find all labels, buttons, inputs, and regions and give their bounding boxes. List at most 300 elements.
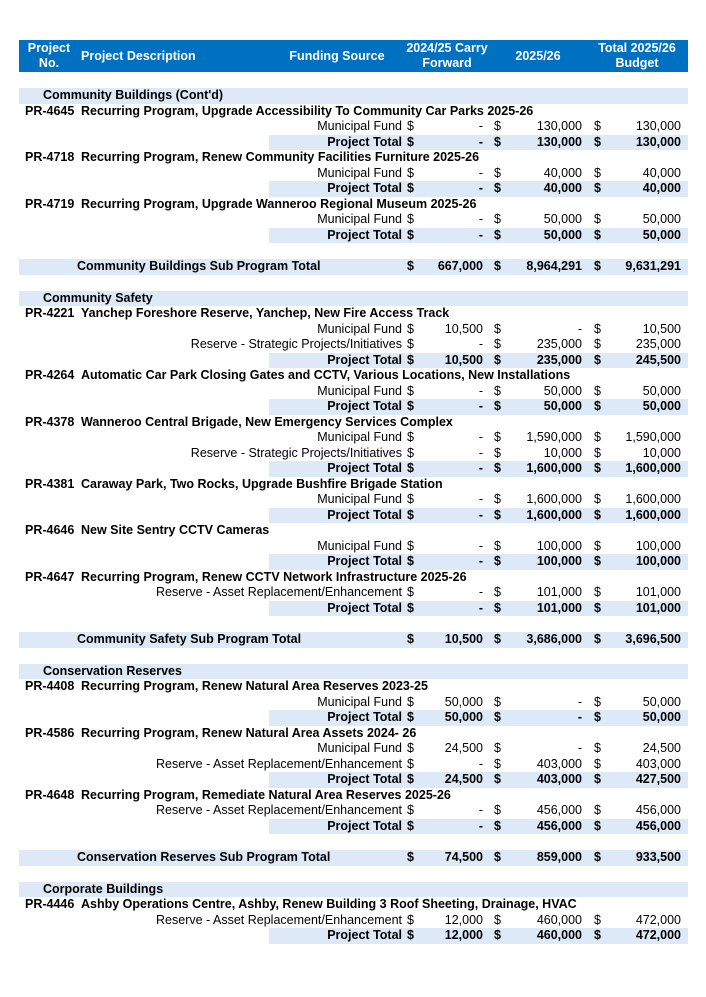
value-cf: - (478, 212, 483, 226)
value-d2: $ (494, 259, 501, 273)
value-d1: $ (407, 134, 414, 149)
value-d3: $ (594, 212, 601, 226)
value-tot: 50,000 (642, 212, 681, 226)
value-cf: - (478, 756, 483, 771)
funding-source: Municipal Fund (317, 694, 402, 709)
header-year: 2025/26 (515, 49, 561, 63)
value-tot: 24,500 (642, 741, 681, 755)
project-total-row (19, 508, 688, 524)
value-d2: $ (494, 119, 501, 133)
value-tot: 100,000 (635, 538, 681, 553)
value-d2: $ (494, 772, 501, 786)
value-d1: $ (407, 119, 414, 133)
project-description: Recurring Program, Remediate Natural Area Reserves 2025-26 (81, 787, 451, 802)
value-d1: $ (407, 492, 414, 506)
value-d3: $ (594, 430, 601, 444)
value-d1: $ (407, 430, 414, 444)
project-description: Recurring Program, Upgrade Accessibility To Community Car Parks 2025-26 (81, 103, 534, 118)
project-code: PR-4647 (25, 569, 75, 584)
subprogram-total-row (19, 259, 688, 275)
value-d1: $ (407, 352, 414, 367)
spacer-row (19, 866, 688, 882)
value-tot: 9,631,291 (625, 259, 681, 273)
value-cf: 10,500 (444, 321, 483, 336)
value-tot: 50,000 (642, 227, 681, 242)
funding-source: Municipal Fund (317, 212, 402, 226)
value-d2: $ (494, 585, 501, 599)
funding-source: Reserve - Asset Replacement/Enhancement (156, 756, 402, 771)
value-d2: $ (494, 818, 501, 833)
funding-source: Municipal Fund (317, 741, 402, 755)
project-code: PR-4719 (25, 196, 75, 211)
value-cf: - (478, 165, 483, 180)
value-tot: 472,000 (635, 912, 681, 927)
value-d2: $ (494, 538, 501, 553)
funding-row (19, 803, 688, 819)
project-code: PR-4648 (25, 787, 75, 802)
value-d1: $ (407, 772, 414, 786)
value-d1: $ (407, 227, 414, 242)
funding-source: Reserve - Strategic Projects/Initiatives (190, 445, 402, 460)
value-d1: $ (407, 803, 414, 817)
project-description: Recurring Program, Renew CCTV Network Infrastructure 2025-26 (81, 569, 467, 584)
funding-source: Municipal Fund (317, 165, 402, 180)
project-description: Automatic Car Park Closing Gates and CCTV, Various Locations, New Installations (81, 368, 571, 382)
subprogram-total-label: Conservation Reserves Sub Program Total (77, 850, 331, 864)
project-code: PR-4645 (25, 103, 75, 118)
value-d3: $ (594, 585, 601, 599)
value-d1: $ (407, 399, 414, 413)
project-description: Caraway Park, Two Rocks, Upgrade Bushfire Brigade Station (81, 476, 443, 491)
value-d2: $ (494, 445, 501, 460)
value-d2: $ (494, 461, 501, 475)
value-tot: 100,000 (635, 554, 681, 568)
value-cf: - (478, 803, 483, 817)
project-total-row (19, 353, 688, 369)
table-body (19, 72, 688, 944)
value-d1: $ (407, 928, 414, 942)
project-total-row (19, 181, 688, 197)
value-yr: 10,000 (543, 445, 582, 460)
value-d2: $ (494, 492, 501, 506)
value-yr: 101,000 (536, 600, 582, 615)
funding-source: Reserve - Asset Replacement/Enhancement (156, 912, 402, 927)
category-row (19, 88, 688, 104)
value-cf: - (478, 430, 483, 444)
project-total-row (19, 772, 688, 788)
value-d2: $ (494, 134, 501, 149)
value-d1: $ (407, 321, 414, 336)
value-yr: 50,000 (543, 383, 582, 398)
value-cf: 24,500 (444, 741, 483, 755)
project-total-row (19, 554, 688, 570)
value-tot: 50,000 (642, 383, 681, 398)
value-tot: 3,696,500 (625, 632, 681, 646)
value-tot: 472,000 (635, 928, 681, 942)
value-cf: - (478, 554, 483, 568)
funding-source: Municipal Fund (317, 321, 402, 336)
value-d2: $ (494, 554, 501, 568)
value-yr: 40,000 (543, 165, 582, 180)
project-total-row (19, 710, 688, 726)
funding-row (19, 119, 688, 135)
value-d2: $ (494, 227, 501, 242)
value-d3: $ (594, 538, 601, 553)
value-yr: 1,590,000 (526, 430, 582, 444)
project-code: PR-4381 (25, 476, 75, 491)
funding-source: Reserve - Asset Replacement/Enhancement (156, 803, 402, 817)
value-d2: $ (494, 741, 501, 755)
value-d2: $ (494, 352, 501, 367)
project-total-label: Project Total (327, 461, 402, 475)
value-d3: $ (594, 632, 601, 646)
value-cf: - (478, 507, 483, 522)
value-d1: $ (407, 818, 414, 833)
funding-row (19, 322, 688, 338)
value-cf: - (478, 492, 483, 506)
value-d1: $ (407, 694, 414, 709)
value-tot: 40,000 (642, 165, 681, 180)
header-description: Project Description (81, 49, 196, 63)
value-yr: - (577, 321, 582, 336)
project-code: PR-4408 (25, 679, 75, 693)
project-total-label: Project Total (327, 928, 402, 942)
spacer-row (19, 616, 688, 632)
value-d3: $ (594, 554, 601, 568)
value-yr: 1,600,000 (526, 507, 582, 522)
value-tot: 10,000 (642, 445, 681, 460)
value-yr: - (577, 694, 582, 709)
value-cf: - (478, 119, 483, 133)
project-total-label: Project Total (327, 227, 402, 242)
value-d3: $ (594, 119, 601, 133)
value-d3: $ (594, 850, 601, 864)
project-row (19, 104, 688, 120)
funding-source: Municipal Fund (317, 492, 402, 506)
value-d3: $ (594, 383, 601, 398)
value-d1: $ (407, 850, 414, 864)
value-tot: 50,000 (642, 694, 681, 709)
value-cf: 50,000 (444, 710, 483, 724)
category-label: Community Buildings (Cont'd) (43, 88, 224, 102)
project-description: New Site Sentry CCTV Cameras (81, 523, 270, 537)
project-row (19, 368, 688, 384)
value-d1: $ (407, 554, 414, 568)
project-total-label: Project Total (327, 352, 402, 367)
value-d1: $ (407, 538, 414, 553)
spacer-row (19, 275, 688, 291)
value-d1: $ (407, 741, 414, 755)
value-yr: 130,000 (536, 134, 582, 149)
value-d2: $ (494, 430, 501, 444)
funding-row (19, 695, 688, 711)
value-yr: 456,000 (536, 818, 582, 833)
value-cf: - (478, 227, 483, 242)
value-d1: $ (407, 710, 414, 724)
value-tot: 101,000 (635, 585, 681, 599)
value-tot: 403,000 (635, 756, 681, 771)
project-row (19, 306, 688, 322)
project-total-label: Project Total (327, 507, 402, 522)
value-d2: $ (494, 383, 501, 398)
value-d2: $ (494, 912, 501, 927)
project-total-label: Project Total (327, 554, 402, 568)
value-d2: $ (494, 181, 501, 195)
value-tot: 456,000 (635, 818, 681, 833)
value-d1: $ (407, 259, 414, 273)
value-d3: $ (594, 399, 601, 413)
category-label: Conservation Reserves (43, 663, 182, 678)
value-yr: 50,000 (543, 212, 582, 226)
value-d2: $ (494, 710, 501, 724)
value-d3: $ (594, 492, 601, 506)
value-d3: $ (594, 818, 601, 833)
value-d3: $ (594, 165, 601, 180)
funding-source: Municipal Fund (317, 383, 402, 398)
project-total-label: Project Total (327, 399, 402, 413)
value-d3: $ (594, 227, 601, 242)
funding-source: Municipal Fund (317, 430, 402, 444)
value-d2: $ (494, 803, 501, 817)
project-code: PR-4646 (25, 523, 75, 537)
value-d3: $ (594, 694, 601, 709)
value-d3: $ (594, 756, 601, 771)
value-yr: 1,600,000 (526, 461, 582, 475)
project-row (19, 150, 688, 166)
value-cf: 24,500 (444, 772, 483, 786)
value-yr: 130,000 (536, 119, 582, 133)
project-row (19, 570, 688, 586)
value-d3: $ (594, 507, 601, 522)
project-code: PR-4586 (25, 725, 75, 740)
value-d3: $ (594, 928, 601, 942)
project-row (19, 197, 688, 213)
project-row (19, 679, 688, 695)
value-d1: $ (407, 165, 414, 180)
value-d1: $ (407, 461, 414, 475)
value-d2: $ (494, 212, 501, 226)
value-tot: 50,000 (642, 710, 681, 724)
value-d1: $ (407, 632, 414, 646)
value-d1: $ (407, 507, 414, 522)
category-label: Community Safety (43, 290, 153, 305)
value-tot: 245,500 (635, 352, 681, 367)
funding-row (19, 757, 688, 773)
value-cf: - (478, 399, 483, 413)
value-yr: 460,000 (536, 912, 582, 927)
value-yr: 403,000 (536, 772, 582, 786)
value-d3: $ (594, 710, 601, 724)
value-d2: $ (494, 850, 501, 864)
value-cf: 10,500 (444, 352, 483, 367)
value-d3: $ (594, 321, 601, 336)
project-description: Yanchep Foreshore Reserve, Yanchep, New Fire Access Track (81, 306, 450, 320)
value-tot: 235,000 (635, 337, 681, 351)
value-cf: 50,000 (444, 694, 483, 709)
funding-source: Municipal Fund (317, 538, 402, 553)
value-d3: $ (594, 912, 601, 927)
project-total-row (19, 461, 688, 477)
value-cf: - (478, 181, 483, 195)
value-yr: 100,000 (536, 538, 582, 553)
funding-row (19, 430, 688, 446)
project-row (19, 523, 688, 539)
value-tot: 101,000 (635, 600, 681, 615)
value-yr: 456,000 (536, 803, 582, 817)
value-cf: 12,000 (444, 928, 483, 942)
value-tot: 40,000 (642, 181, 681, 195)
value-tot: 456,000 (635, 803, 681, 817)
value-tot: 130,000 (635, 119, 681, 133)
value-yr: 403,000 (536, 756, 582, 771)
value-d2: $ (494, 632, 501, 646)
value-d1: $ (407, 212, 414, 226)
table-header (19, 40, 688, 72)
header-carry-forward: 2024/25 Carry Forward (406, 41, 488, 70)
header-total: Total 2025/26 Budget (598, 41, 676, 70)
funding-row (19, 492, 688, 508)
funding-row (19, 585, 688, 601)
value-d3: $ (594, 461, 601, 475)
subprogram-total-label: Community Buildings Sub Program Total (77, 259, 321, 273)
value-yr: 3,686,000 (526, 632, 582, 646)
header-project-no: Project No. (27, 41, 71, 70)
value-yr: - (577, 741, 582, 755)
project-total-label: Project Total (327, 710, 402, 724)
project-row (19, 415, 688, 431)
value-d3: $ (594, 134, 601, 149)
value-cf: - (478, 600, 483, 615)
funding-row (19, 212, 688, 228)
project-total-row (19, 228, 688, 244)
value-d3: $ (594, 337, 601, 351)
value-d3: $ (594, 772, 601, 786)
project-total-label: Project Total (327, 600, 402, 615)
value-yr: 235,000 (536, 337, 582, 351)
spacer-row (19, 243, 688, 259)
project-code: PR-4718 (25, 150, 75, 164)
project-total-row (19, 601, 688, 617)
funding-row (19, 384, 688, 400)
project-total-label: Project Total (327, 181, 402, 195)
funding-row (19, 539, 688, 555)
funding-row (19, 741, 688, 757)
subprogram-total-label: Community Safety Sub Program Total (77, 632, 302, 646)
project-code: PR-4221 (25, 306, 75, 320)
value-d3: $ (594, 803, 601, 817)
spacer-row (19, 834, 688, 850)
project-row (19, 477, 688, 493)
value-yr: 460,000 (536, 928, 582, 942)
value-d3: $ (594, 181, 601, 195)
value-d2: $ (494, 399, 501, 413)
value-tot: 1,600,000 (625, 461, 681, 475)
project-total-label: Project Total (327, 818, 402, 833)
subprogram-total-row (19, 850, 688, 866)
budget-sheet (19, 40, 688, 944)
value-d2: $ (494, 321, 501, 336)
value-tot: 427,500 (635, 772, 681, 786)
funding-row (19, 337, 688, 353)
value-d2: $ (494, 600, 501, 615)
project-code: PR-4378 (25, 414, 75, 429)
value-d3: $ (594, 600, 601, 615)
value-d1: $ (407, 585, 414, 599)
project-row (19, 726, 688, 742)
value-cf: - (478, 585, 483, 599)
value-d2: $ (494, 756, 501, 771)
value-tot: 1,600,000 (625, 507, 681, 522)
value-yr: 235,000 (536, 352, 582, 367)
funding-source: Reserve - Strategic Projects/Initiatives (190, 337, 402, 351)
value-d2: $ (494, 694, 501, 709)
value-d3: $ (594, 741, 601, 755)
value-cf: - (478, 383, 483, 398)
project-total-row (19, 928, 688, 944)
value-d1: $ (407, 600, 414, 615)
value-d3: $ (594, 352, 601, 367)
category-label: Corporate Buildings (43, 881, 164, 896)
funding-source: Reserve - Asset Replacement/Enhancement (156, 585, 402, 599)
value-tot: 1,590,000 (625, 430, 681, 444)
value-d1: $ (407, 383, 414, 398)
value-d1: $ (407, 756, 414, 771)
project-row (19, 897, 688, 913)
project-total-row (19, 819, 688, 835)
value-cf: 667,000 (437, 259, 483, 273)
project-total-row (19, 135, 688, 151)
subprogram-total-row (19, 632, 688, 648)
value-yr: 8,964,291 (526, 259, 582, 273)
project-code: PR-4264 (25, 368, 75, 382)
spacer-row (19, 72, 688, 88)
value-tot: 10,500 (642, 321, 681, 336)
value-d2: $ (494, 507, 501, 522)
value-tot: 933,500 (635, 850, 681, 864)
value-yr: 100,000 (536, 554, 582, 568)
project-row (19, 788, 688, 804)
category-row (19, 664, 688, 680)
value-cf: 10,500 (444, 632, 483, 646)
value-d2: $ (494, 337, 501, 351)
value-cf: - (478, 538, 483, 553)
value-d3: $ (594, 445, 601, 460)
value-cf: - (478, 461, 483, 475)
value-cf: - (478, 134, 483, 149)
spacer-row (19, 648, 688, 664)
project-description: Wanneroo Central Brigade, New Emergency Services Complex (81, 414, 453, 429)
value-d1: $ (407, 337, 414, 351)
value-cf: - (478, 337, 483, 351)
value-cf: - (478, 445, 483, 460)
value-tot: 1,600,000 (625, 492, 681, 506)
value-yr: 101,000 (536, 585, 582, 599)
value-d1: $ (407, 912, 414, 927)
value-yr: - (577, 710, 582, 724)
value-cf: - (478, 818, 483, 833)
project-description: Ashby Operations Centre, Ashby, Renew Building 3 Roof Sheeting, Drainage, HVAC (81, 897, 577, 911)
category-row (19, 882, 688, 898)
category-row (19, 291, 688, 307)
project-total-label: Project Total (327, 134, 402, 149)
value-cf: 12,000 (444, 912, 483, 927)
value-d2: $ (494, 928, 501, 942)
value-yr: 40,000 (543, 181, 582, 195)
header-funding-source: Funding Source (289, 49, 385, 63)
project-total-row (19, 399, 688, 415)
funding-row (19, 166, 688, 182)
value-yr: 50,000 (543, 227, 582, 242)
